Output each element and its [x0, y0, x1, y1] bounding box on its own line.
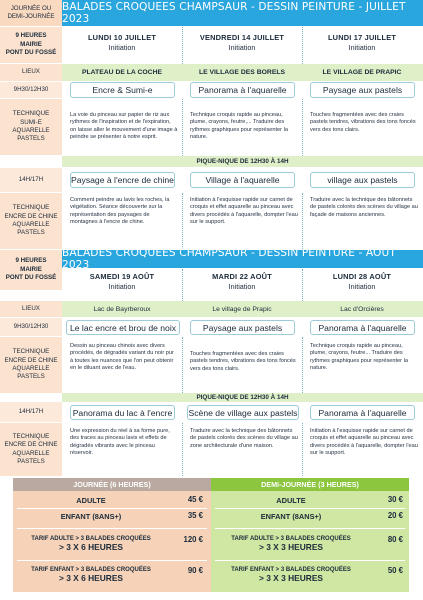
july-am-title-1: Encre & Sumi-e — [70, 82, 175, 98]
august-title-bar — [62, 247, 423, 271]
divider — [215, 528, 405, 529]
july-day3-header — [302, 33, 422, 52]
technique-line: AQUARELLE — [12, 365, 50, 372]
time-text: 14H/17H — [18, 407, 44, 415]
july-pm-desc-2: Initiation à l'esquisse rapide sur carnet de croquis et effet aquarelle au pinceau avec divers procédés à l'aquarelle, dompter l'eau sur le support. — [190, 197, 298, 225]
august-am-title-1: Le lac encre et brou de noix — [66, 320, 180, 335]
tarif-sublabel: > 3 X 3 HEURES — [258, 542, 323, 552]
day-date: SAMEDI 19 AOÛT — [89, 272, 155, 281]
tarif-label: ENFANT (8ANS+) — [260, 511, 322, 521]
july-place2: LE VILLAGE DES BORELS — [198, 69, 286, 76]
july-am-title-3: Paysage aux pastels — [310, 82, 415, 98]
divider — [302, 337, 303, 393]
august-pm-title-2: Scène de village aux pastels — [187, 405, 299, 420]
july-pm-desc-3: Traduire avec la technique des bâtonnets de pastels colorés des scènes du village au façade de maisons anciennes. — [310, 197, 418, 218]
technique-line: SUMI-E — [20, 118, 42, 126]
july-picnic-band — [62, 156, 423, 167]
tarif-row — [215, 531, 367, 557]
day-level: Initiation — [108, 42, 136, 52]
time-text: 9H30/12H30 — [13, 322, 49, 330]
technique-line: AQUARELLE — [12, 221, 50, 228]
july-lieux-label — [0, 64, 62, 81]
tarif-row — [215, 562, 367, 588]
august-am-desc-1: Dessin au pinceau chinois avec divers procédés, de dégradés variant du noir pur à toutes les nuances que l'on peut obtenir en le diluant avec de l'eau. — [70, 343, 174, 371]
july-place3: LE VILLAGE DE PRAPIC — [322, 69, 402, 76]
technique-line: PASTELS — [17, 229, 45, 237]
july-pm-time-label — [0, 168, 62, 192]
technique-line: TECHNIQUE — [12, 110, 50, 118]
day-level: Initiation — [228, 42, 256, 52]
day-date: LUNDI 10 JUILLET — [87, 33, 157, 42]
picnic-text: PIQUE-NIQUE DE 12H30 À 14H — [196, 394, 289, 401]
august-place2: Le village de Prapic — [212, 305, 272, 313]
august-am-desc-3: Technique croquis rapide au pinceau, plume, crayons, feutre... Traduire des rythmes graphiques pour représenter la nature. — [310, 343, 408, 371]
day-date: VENDREDI 14 JUILLET — [199, 33, 285, 42]
tarif-price: 90 € — [187, 566, 203, 575]
tarif-price: 30 € — [387, 495, 403, 504]
tarif-half-day — [211, 478, 409, 592]
tarif-row — [17, 509, 165, 523]
july-pm-title-2: Village à l'aquarelle — [190, 172, 295, 188]
tarif-row — [17, 493, 165, 507]
tarif-sublabel: > 3 X 6 HEURES — [58, 542, 123, 552]
july-pm-title-1: Paysage à l'encre de chine — [70, 172, 175, 188]
technique-line: ENCRE DE CHINE — [4, 356, 58, 364]
meeting-line: 9 HEURES — [15, 32, 47, 40]
july-pm-title-3: village aux pastels — [310, 172, 415, 188]
august-picnic-band — [62, 393, 423, 402]
august-place1: Lac de Bayrberoux — [93, 305, 151, 313]
meeting-line: MAIRIE — [20, 265, 42, 273]
august-day3-header — [302, 272, 422, 291]
divider — [182, 99, 183, 156]
divider — [302, 27, 303, 64]
tarif-full-day — [13, 478, 211, 592]
technique-line: PASTELS — [17, 135, 45, 143]
tarif-price: 20 € — [387, 511, 403, 520]
july-am-desc-2: Technique croquis rapide au pinceau, plume, crayons, feutre,... Traduire des rythmes graphiques pour représenter la nature. — [190, 112, 288, 140]
tarif-label: ENFANT (8ANS+) — [60, 511, 122, 521]
meeting-line: PONT DU FOSSÉ — [5, 49, 57, 57]
technique-line: ENCRE DE CHINE — [4, 212, 58, 220]
tarif-price: 50 € — [387, 566, 403, 575]
tarif-half-day-header — [211, 478, 409, 491]
august-pm-desc-3: Initiation à l'esquisse rapide sur carnet de croquis et effet aquarelle au pinceau avec divers procédés à l'aquarelle, dompter l'eau sur le support. — [310, 428, 418, 456]
tarif-price: 45 € — [187, 495, 203, 504]
tarif-price: 35 € — [187, 511, 203, 520]
divider — [302, 99, 303, 156]
july-meeting-label — [0, 27, 62, 63]
divider — [182, 269, 183, 301]
divider — [17, 528, 207, 529]
july-pm-desc-1: Comment peindre au lavis les roches, la végétation. Séance découverte sur la représentation des paysages de montagnes à l'encre de chine. — [70, 197, 170, 225]
technique-line: TECHNIQUE — [12, 348, 50, 356]
tarif-sublabel: > 3 X 6 HEURES — [58, 573, 123, 583]
july-am-time-label — [0, 82, 62, 98]
divider — [182, 193, 183, 249]
corner-line2: DEMI-JOURNÉE — [7, 13, 55, 20]
tarif-label: TARIF ADULTE > 3 BALADES CROQUÉES — [231, 536, 351, 542]
tarif-price: 120 € — [183, 535, 203, 544]
august-lieux-label — [0, 301, 62, 317]
august-pm-title-3: Panorama à l'aquarelle — [310, 405, 415, 420]
august-pm-technique-label — [0, 423, 62, 476]
divider — [182, 423, 183, 476]
time-text: 14H/17H — [18, 175, 44, 183]
tarif-label: TARIF ENFANT > 3 BALADES CROQUÉES — [231, 567, 351, 573]
august-pm-title-1: Panorama du lac à l'encre — [70, 405, 175, 420]
august-am-title-2: Paysage aux pastels — [190, 320, 295, 335]
picnic-text: PIQUE-NIQUE DE 12H30 À 14H — [196, 158, 289, 165]
tarif-row — [17, 562, 165, 588]
tarif-full-day-header — [13, 478, 211, 491]
tarif-row — [215, 493, 367, 507]
tarif-label: ADULTE — [276, 495, 306, 505]
day-date: MARDI 22 AOÛT — [212, 272, 272, 281]
august-am-time-label — [0, 318, 62, 336]
july-am-desc-1: La voie du pinceau sur papier de riz aux rythmes de l'inspiration et de l'expiration, on laisse aller le mouvement d'une image à peindre se présenter à notre esprit. — [70, 112, 178, 140]
july-place1: PLATEAU DE LA COCHE — [81, 69, 163, 76]
july-am-title-2: Panorama à l'aquarelle — [190, 82, 295, 98]
meeting-line: 9 HEURES — [15, 257, 47, 265]
august-day1-header — [62, 272, 182, 291]
corner-label — [0, 0, 62, 26]
august-am-title-3: Panorama à l'aquarelle — [310, 320, 415, 335]
july-day2-header — [182, 33, 302, 52]
day-level: Initiation — [108, 281, 136, 291]
meeting-line: PONT DU FOSSÉ — [5, 274, 57, 282]
day-level: Initiation — [348, 42, 376, 52]
tarif-header-text: DEMI-JOURNÉE (3 HEURES) — [261, 480, 359, 489]
technique-line: PASTELS — [17, 457, 45, 465]
july-day1-header — [62, 33, 182, 52]
august-pm-time-label — [0, 402, 62, 422]
technique-line: TECHNIQUE — [12, 432, 50, 440]
august-place3: Lac d'Orcières — [340, 305, 384, 313]
meeting-line: MAIRIE — [20, 40, 42, 48]
lieux-text: LIEUX — [22, 304, 40, 312]
technique-line: ENCRE DE CHINE — [4, 441, 58, 449]
divider — [302, 269, 303, 301]
divider — [215, 560, 405, 561]
tarif-row — [17, 531, 165, 557]
august-meeting-label — [0, 250, 62, 290]
technique-line: PASTELS — [17, 373, 45, 381]
technique-line: TECHNIQUE — [12, 204, 50, 212]
tarif-table — [13, 478, 409, 592]
tarif-label: ADULTE — [76, 495, 106, 505]
august-am-technique-label — [0, 337, 62, 393]
divider — [302, 193, 303, 249]
july-pm-technique-label — [0, 193, 62, 249]
tarif-header-text: JOURNÉE (6 HEURES) — [73, 480, 151, 489]
technique-line: AQUARELLE — [12, 127, 50, 134]
day-date: LUNDI 28 AOÛT — [332, 272, 392, 281]
time-text: 9H30/12H30 — [13, 85, 49, 93]
july-title: BALADES CROQUEES CHAMPSAUR - DESSIN PEINTURE - JUILLET 2023 — [62, 1, 406, 25]
july-title-bar — [62, 0, 423, 26]
divider — [182, 337, 183, 393]
july-am-technique-label — [0, 99, 62, 155]
lieux-text: LIEUX — [22, 68, 40, 76]
tarif-label: TARIF ADULTE > 3 BALADES CROQUÉES — [31, 536, 151, 542]
divider — [17, 560, 207, 561]
day-level: Initiation — [228, 281, 256, 291]
day-date: LUNDI 17 JUILLET — [327, 33, 397, 42]
july-am-desc-3: Touches fragmentées avec des craies pastels tendres, vibrations des tons foncés vers des tons clairs. — [310, 112, 416, 133]
august-am-desc-2: Touches fragmentées avec des craies pastels tendres, vibrations des tons foncés vers des tons clairs. — [190, 351, 296, 372]
august-day2-header — [182, 272, 302, 291]
tarif-row — [215, 509, 367, 523]
tarif-price: 80 € — [387, 535, 403, 544]
day-level: Initiation — [348, 281, 376, 291]
corner-line1: JOURNÉE OU — [10, 4, 52, 12]
divider — [182, 27, 183, 64]
tarif-label: TARIF ENFANT > 3 BALADES CROQUÉES — [31, 567, 151, 573]
august-title: BALADES CROQUEES CHAMPSAUR - DESSIN PEINTURE - AOÛT 2023 — [62, 247, 396, 271]
technique-line: AQUARELLE — [12, 449, 50, 457]
divider — [302, 423, 303, 476]
august-pm-desc-1: Une expression du réel à sa forme pure, des traces au pinceau lavis et effets de dégradés vibrants avec le pinceau réservoir. — [70, 428, 170, 456]
august-pm-desc-2: Traduire avec la technique des bâtonnets de pastels colorés des scènes du village au zone architecturale d'une maison. — [190, 428, 298, 449]
tarif-sublabel: > 3 X 3 HEURES — [258, 573, 323, 583]
